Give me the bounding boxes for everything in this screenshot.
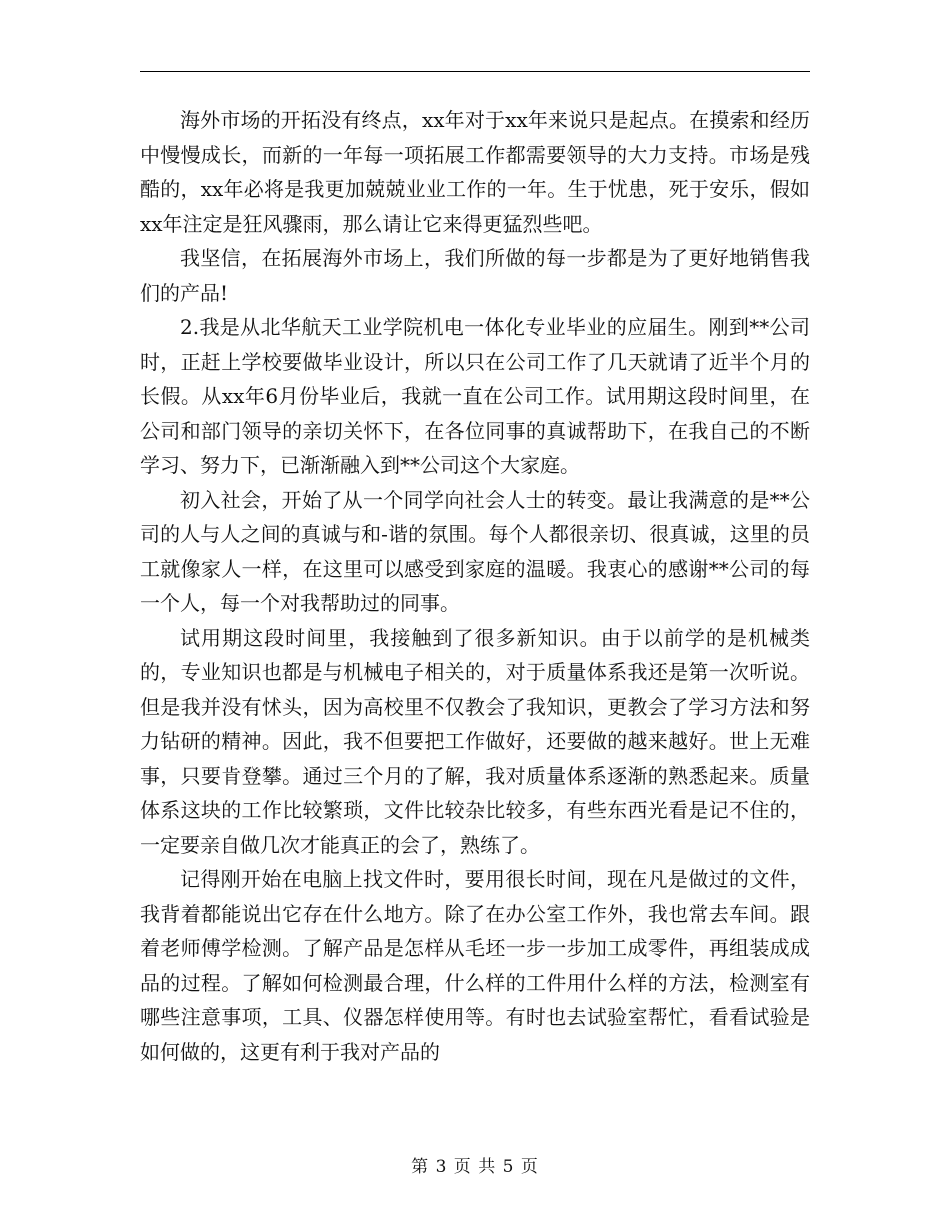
paragraph: 试用期这段时间里，我接触到了很多新知识。由于以前学的是机械类的，专业知识也都是与机械电子相关的，对于质量体系我还是第一次听说。但是我并没有怵头，因为高校里不仅教会了我知识，更教会了学习方法和努力钻研的精神。因此，我不但要把工作做好，还要做的越来越好。世上无难事，只要肯登攀。通过三个月的了解，我对质量体系逐渐的熟悉起来。质量体系这块的工作比较繁琐，文件比较杂比较多，有些东西光看是记不住的，一定要亲自做几次才能真正的会了，熟练了。 <box>140 625 810 857</box>
paragraph: 记得刚开始在电脑上找文件时，要用很长时间，现在凡是做过的文件，我背着都能说出它存在什么地方。除了在办公室工作外，我也常去车间。跟着老师傅学检测。了解产品是怎样从毛坯一步一步加工成零件，再组装成成品的过程。了解如何检测最合理，什么样的工件用什么样的方法，检测室有哪些注意事项，工具、仪器怎样使用等。有时也去试验室帮忙，看看试验是如何做的，这更有利于我对产品的 <box>140 867 810 1064</box>
page-number: 第 3 页 共 5 页 <box>411 1157 539 1177</box>
paragraph: 初入社会，开始了从一个同学向社会人士的转变。最让我满意的是**公司的人与人之间的真诚与和-谐的氛围。每个人都很亲切、很真诚，这里的员工就像家人一样，在这里可以感受到家庭的温暖。我衷心的感谢**公司的每一个人，每一个对我帮助过的同事。 <box>140 487 810 615</box>
paragraph: 我坚信，在拓展海外市场上，我们所做的每一步都是为了更好地销售我们的产品! <box>140 246 810 305</box>
paragraph: 海外市场的开拓没有终点，xx年对于xx年来说只是起点。在摸索和经历中慢慢成长，而新的一年每一项拓展工作都需要领导的大力支持。市场是残酷的，xx年必将是我更加兢兢业业工作的一年。生于忧患，死于安乐，假如xx年注定是狂风骤雨，那么请让它来得更猛烈些吧。 <box>140 108 810 236</box>
document-body <box>140 103 810 1069</box>
header-rule <box>140 71 810 72</box>
paragraph: 2.我是从北华航天工业学院机电一体化专业毕业的应届生。刚到**公司时，正赶上学校要做毕业设计，所以只在公司工作了几天就请了近半个月的长假。从xx年6月份毕业后，我就一直在公司工作。试用期这段时间里，在公司和部门领导的亲切关怀下，在各位同事的真诚帮助下，在我自己的不断学习、努力下，已渐渐融入到**公司这个大家庭。 <box>140 315 810 477</box>
